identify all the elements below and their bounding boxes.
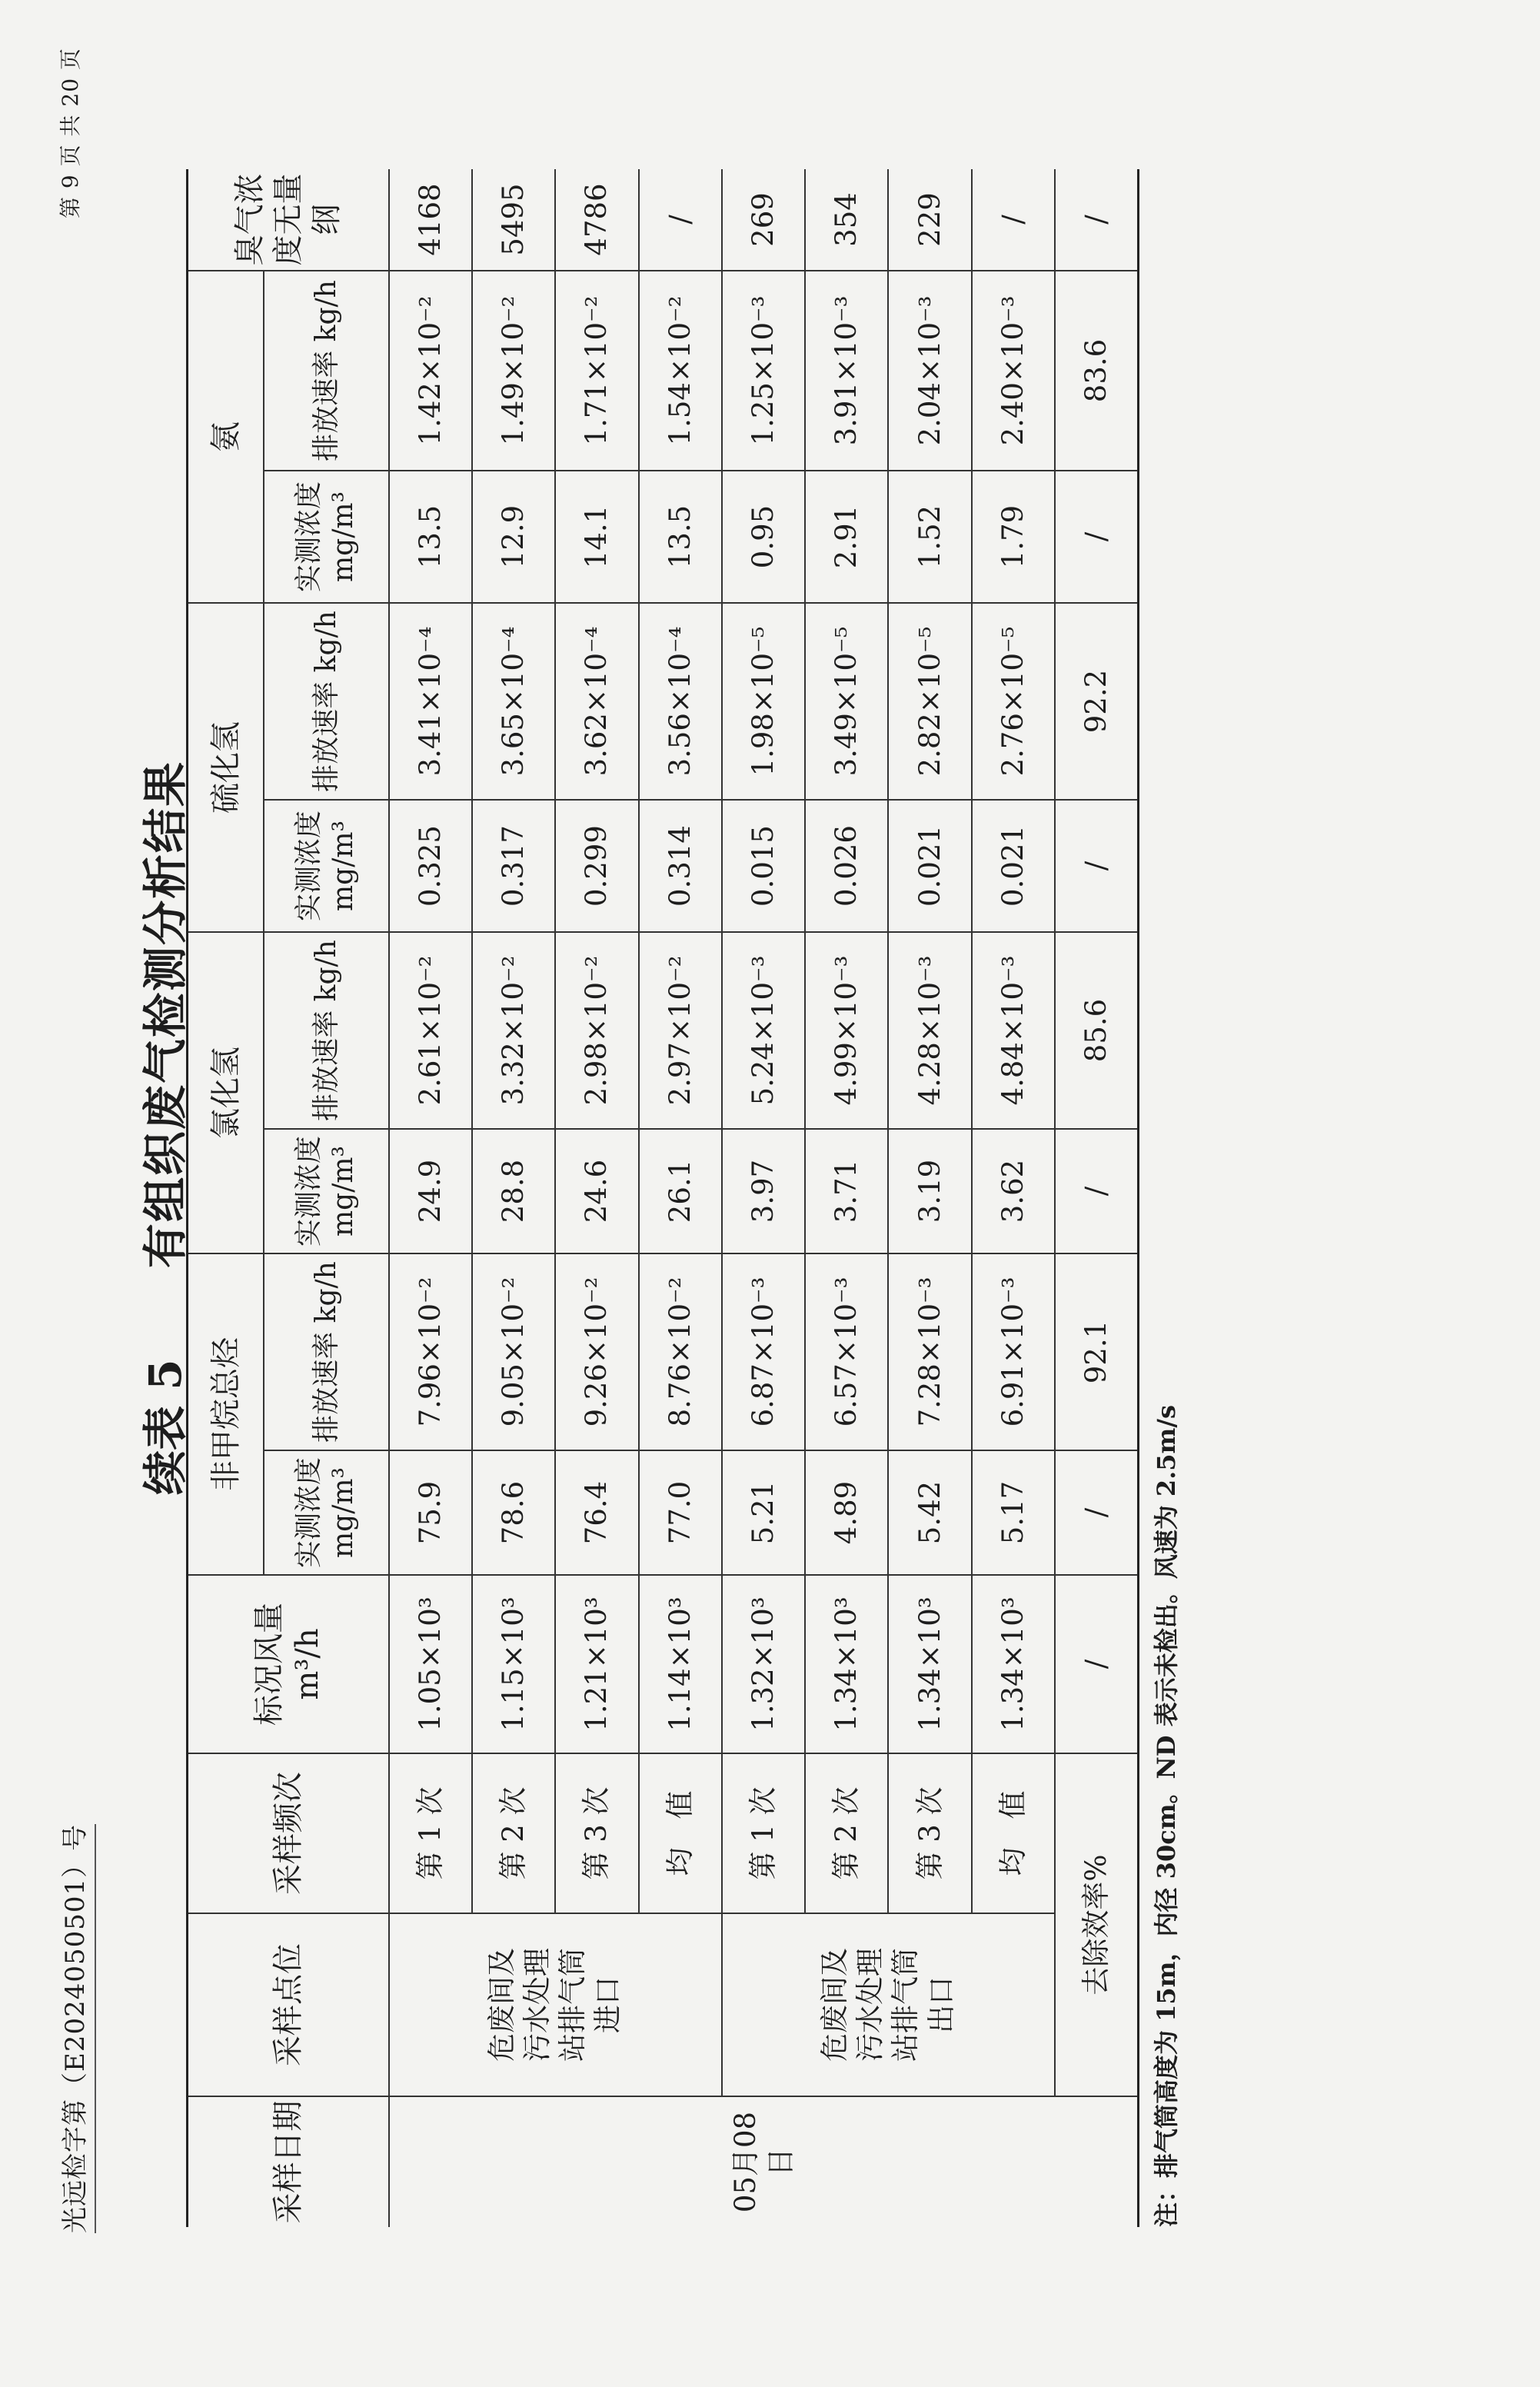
removal-hcl-c: / [1055,1129,1138,1253]
cell-frequency: 均 值 [639,1753,722,1913]
cell-h2s-c: 0.299 [555,800,638,932]
cell-nh3-r: 2.40×10⁻³ [972,271,1055,471]
cell-nh3-c: 0.95 [722,471,805,603]
cell-odor: 229 [888,169,971,271]
cell-nmhc-r: 9.05×10⁻² [472,1253,555,1450]
cell-nh3-r: 1.25×10⁻³ [722,271,805,471]
cell-hcl-c: 28.8 [472,1129,555,1253]
group-header-nmhc: 非甲烷总烃 [188,1253,264,1575]
group-header-hcl: 氯化氢 [188,932,264,1253]
cell-hcl-r: 2.61×10⁻² [389,932,472,1129]
cell-nh3-c: 13.5 [639,471,722,603]
table-name: 有组织废气检测分析结果 [139,760,191,1268]
sub-header-hcl-rate: 排放速率 kg/h [264,932,388,1129]
cell-nmhc-c: 76.4 [555,1450,638,1575]
cell-date: 05月08日 [389,2096,1139,2227]
cell-flow: 1.34×10³ [805,1575,888,1753]
cell-hcl-c: 24.6 [555,1129,638,1253]
removal-odor: / [1055,169,1138,271]
cell-hcl-c: 3.71 [805,1129,888,1253]
cell-nmhc-r: 7.96×10⁻² [389,1253,472,1450]
sub-header-nh3-rate: 排放速率 kg/h [264,271,388,471]
cell-nmhc-c: 5.42 [888,1450,971,1575]
cell-frequency: 第 1 次 [389,1753,472,1913]
cell-nh3-c: 12.9 [472,471,555,603]
cell-nmhc-c: 77.0 [639,1450,722,1575]
table-note: 注：排气筒高度为 15m，内径 30cm。ND 表示未检出。风速为 2.5m/s [1152,1404,1181,2227]
page-number: 第 9 页 共 20 页 [58,48,83,218]
cell-h2s-r: 3.65×10⁻⁴ [472,603,555,800]
cell-location-inlet: 危废间及污水处理站排气筒进口 [389,1913,722,2096]
cell-h2s-r: 3.56×10⁻⁴ [639,603,722,800]
cell-h2s-c: 0.317 [472,800,555,932]
cell-h2s-r: 1.98×10⁻⁵ [722,603,805,800]
cell-h2s-c: 0.021 [888,800,971,932]
cell-flow: 1.34×10³ [972,1575,1055,1753]
cell-nmhc-c: 5.17 [972,1450,1055,1575]
cell-odor: 5495 [472,169,555,271]
cell-odor: 4168 [389,169,472,271]
cell-hcl-r: 4.84×10⁻³ [972,932,1055,1129]
cell-nmhc-r: 8.76×10⁻² [639,1253,722,1450]
cell-nh3-c: 13.5 [389,471,472,603]
table-number: 续表 5 [139,1359,191,1495]
cell-h2s-c: 0.325 [389,800,472,932]
cell-odor: 269 [722,169,805,271]
cell-nh3-r: 1.54×10⁻² [639,271,722,471]
cell-nh3-r: 3.91×10⁻³ [805,271,888,471]
cell-nmhc-r: 6.57×10⁻³ [805,1253,888,1450]
cell-nmhc-c: 78.6 [472,1450,555,1575]
cell-nmhc-r: 6.87×10⁻³ [722,1253,805,1450]
removal-h2s-c: / [1055,800,1138,932]
cell-h2s-c: 0.021 [972,800,1055,932]
table-row [722,169,805,2227]
cell-hcl-r: 2.97×10⁻² [639,932,722,1129]
cell-nh3-r: 2.04×10⁻³ [888,271,971,471]
cell-nh3-r: 1.71×10⁻² [555,271,638,471]
removal-nh3-c: / [1055,471,1138,603]
cell-hcl-c: 3.62 [972,1129,1055,1253]
results-table [186,169,1139,2227]
sub-header-h2s-rate: 排放速率 kg/h [264,603,388,800]
cell-h2s-c: 0.314 [639,800,722,932]
col-header-flow: 标况风量 m³/h [188,1575,389,1753]
cell-odor: / [639,169,722,271]
cell-frequency: 第 1 次 [722,1753,805,1913]
group-header-nh3: 氨 [188,271,264,603]
cell-hcl-r: 4.99×10⁻³ [805,932,888,1129]
cell-nh3-r: 1.49×10⁻² [472,271,555,471]
cell-flow: 1.34×10³ [888,1575,971,1753]
cell-hcl-c: 3.97 [722,1129,805,1253]
cell-flow: 1.14×10³ [639,1575,722,1753]
removal-h2s-r: 92.2 [1055,603,1138,800]
cell-hcl-c: 3.19 [888,1129,971,1253]
sub-header-hcl-conc: 实测浓度 mg/m³ [264,1129,388,1253]
cell-frequency: 均 值 [972,1753,1055,1913]
cell-nh3-c: 1.79 [972,471,1055,603]
removal-efficiency-label: 去除效率% [1055,1753,1138,2096]
cell-frequency: 第 2 次 [472,1753,555,1913]
cell-nmhc-c: 5.21 [722,1450,805,1575]
group-header-h2s: 硫化氢 [188,603,264,932]
cell-h2s-c: 0.026 [805,800,888,932]
cell-nmhc-r: 6.91×10⁻³ [972,1253,1055,1450]
cell-nmhc-r: 7.28×10⁻³ [888,1253,971,1450]
table-row [389,169,472,2227]
cell-flow: 1.05×10³ [389,1575,472,1753]
cell-nh3-c: 14.1 [555,471,638,603]
cell-flow: 1.32×10³ [722,1575,805,1753]
cell-h2s-c: 0.015 [722,800,805,932]
sub-header-nmhc-conc: 实测浓度 mg/m³ [264,1450,388,1575]
removal-flow: / [1055,1575,1138,1753]
cell-hcl-r: 4.28×10⁻³ [888,932,971,1129]
cell-flow: 1.21×10³ [555,1575,638,1753]
cell-h2s-r: 2.82×10⁻⁵ [888,603,971,800]
removal-efficiency-row [1055,169,1138,2227]
document-number: 光远检字第（E2024050501）号 [54,1824,96,2233]
cell-odor: / [972,169,1055,271]
removal-nmhc-c: / [1055,1450,1138,1575]
cell-flow: 1.15×10³ [472,1575,555,1753]
cell-nmhc-r: 9.26×10⁻² [555,1253,638,1450]
cell-hcl-c: 24.9 [389,1129,472,1253]
cell-frequency: 第 3 次 [555,1753,638,1913]
col-header-odor: 臭气浓度无量纲 [188,169,389,271]
sub-header-h2s-conc: 实测浓度 mg/m³ [264,800,388,932]
sub-header-nh3-conc: 实测浓度 mg/m³ [264,471,388,603]
cell-frequency: 第 2 次 [805,1753,888,1913]
header-row-groups [188,169,264,2227]
cell-nh3-c: 1.52 [888,471,971,603]
cell-nmhc-c: 75.9 [389,1450,472,1575]
cell-hcl-r: 3.32×10⁻² [472,932,555,1129]
cell-odor: 354 [805,169,888,271]
cell-hcl-r: 5.24×10⁻³ [722,932,805,1129]
col-header-location: 采样点位 [188,1913,389,2096]
cell-h2s-r: 2.76×10⁻⁵ [972,603,1055,800]
cell-h2s-r: 3.41×10⁻⁴ [389,603,472,800]
cell-hcl-c: 26.1 [639,1129,722,1253]
cell-nh3-r: 1.42×10⁻² [389,271,472,471]
cell-h2s-r: 3.49×10⁻⁵ [805,603,888,800]
removal-nmhc-r: 92.1 [1055,1253,1138,1450]
cell-nh3-c: 2.91 [805,471,888,603]
cell-location-outlet: 危废间及污水处理站排气筒出口 [722,1913,1055,2096]
removal-nh3-r: 83.6 [1055,271,1138,471]
sub-header-nmhc-rate: 排放速率 kg/h [264,1253,388,1450]
col-header-frequency: 采样频次 [188,1753,389,1913]
cell-h2s-r: 3.62×10⁻⁴ [555,603,638,800]
cell-nmhc-c: 4.89 [805,1450,888,1575]
cell-odor: 4786 [555,169,638,271]
col-header-date: 采样日期 [188,2096,389,2227]
cell-frequency: 第 3 次 [888,1753,971,1913]
removal-hcl-r: 85.6 [1055,932,1138,1129]
cell-hcl-r: 2.98×10⁻² [555,932,638,1129]
